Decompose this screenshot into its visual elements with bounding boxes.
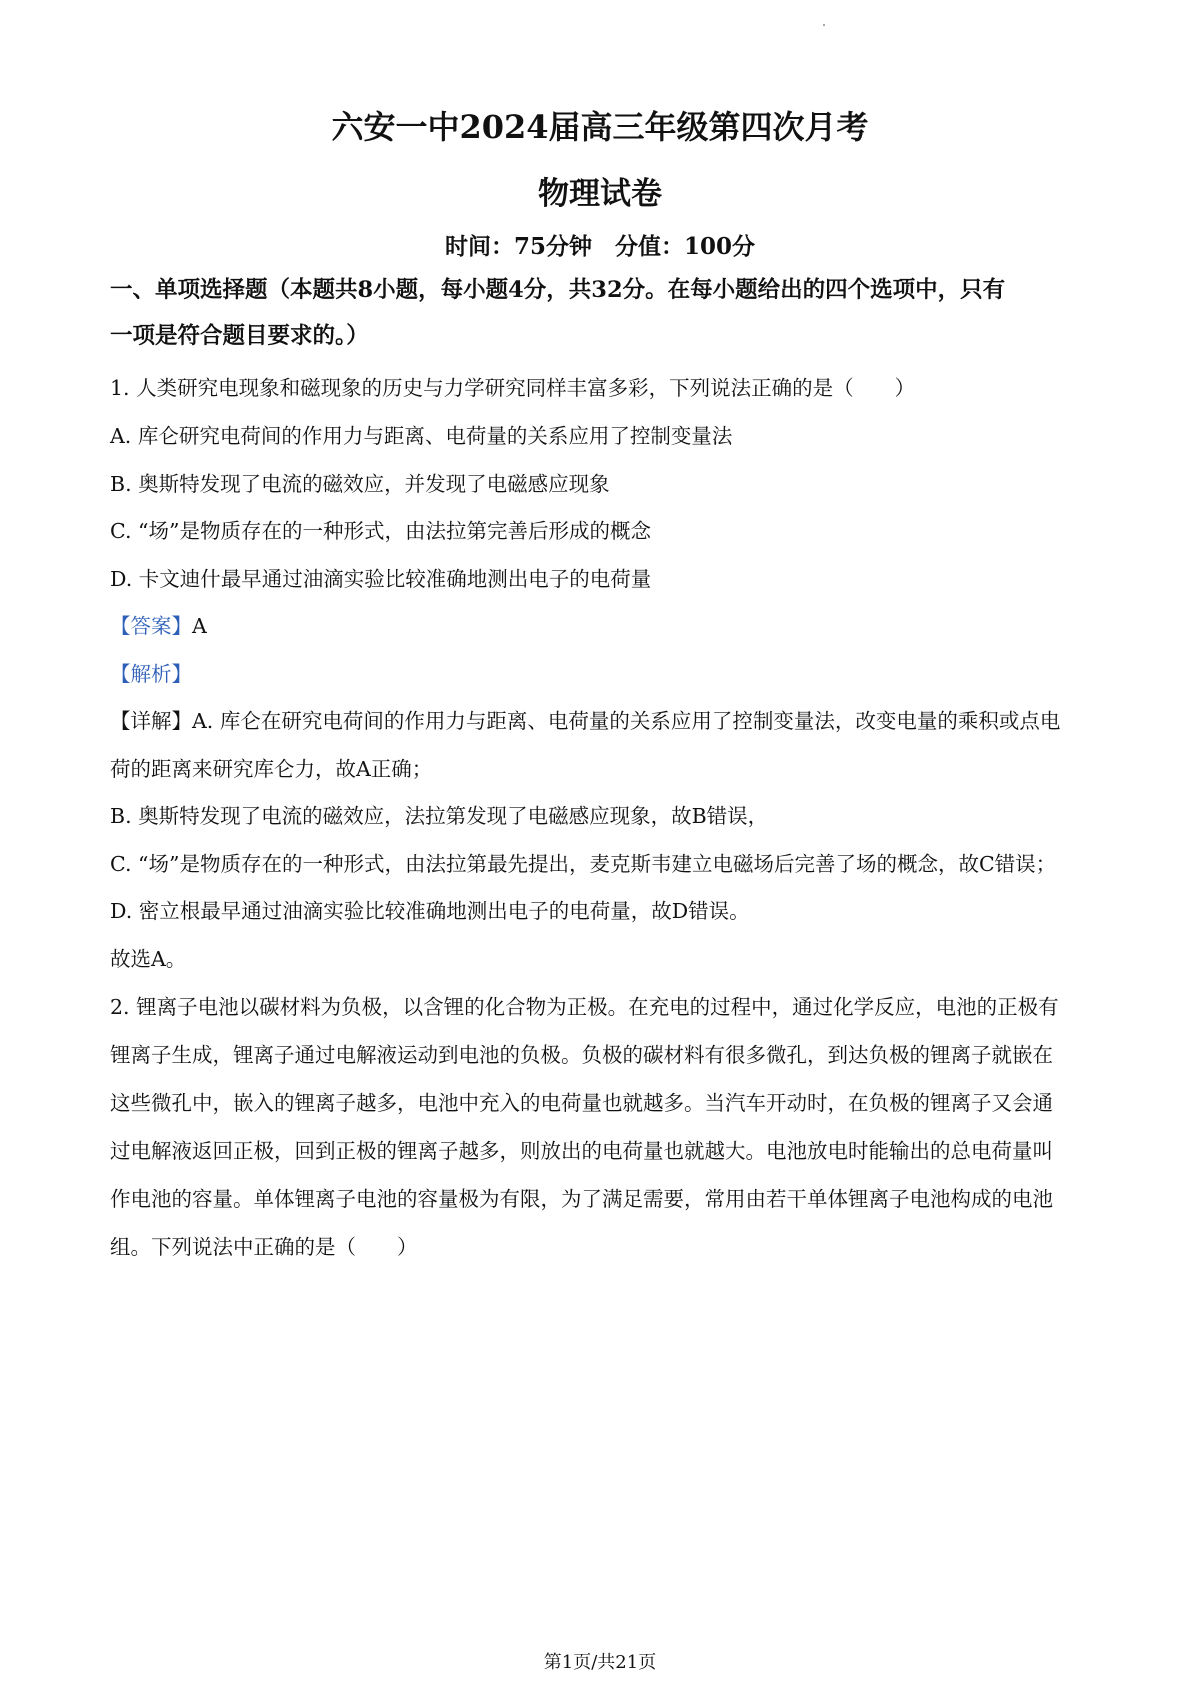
q2-line3: 这些微孔中，嵌入的锂离子越多，电池中充入的电荷量也就越多。当汽车开动时，在负极的锂离子又会通 xyxy=(110,1091,1053,1115)
q1-option-b: B. 奥斯特发现了电流的磁效应，并发现了电磁感应现象 xyxy=(110,472,610,496)
q2-line2: 锂离子生成，锂离子通过电解液运动到电池的负极。负极的碳材料有很多微孔，到达负极的锂离子就嵌在 xyxy=(110,1043,1053,1067)
q1-option-d: D. 卡文迪什最早通过油滴实验比较准确地测出电子的电荷量 xyxy=(110,567,652,591)
q1-stem: 1. 人类研究电现象和磁现象的历史与力学研究同样丰富多彩，下列说法正确的是（ ） xyxy=(110,376,916,400)
q1-answer xyxy=(110,609,207,639)
q1-option-c: C. “场”是物质存在的一种形式，由法拉第完善后形成的概念 xyxy=(110,519,651,543)
q1-detail-c: C. “场”是物质存在的一种形式，由法拉第最先提出，麦克斯韦建立电磁场后完善了场的概念，故C错误； xyxy=(110,852,1057,876)
q2-line5: 作电池的容量。单体锂离子电池的容量极为有限，为了满足需要，常用由若干单体锂离子电池构成的电池 xyxy=(110,1187,1053,1211)
q1-detail-line2: 荷的距离来研究库仑力，故A正确； xyxy=(110,757,433,781)
section-heading-line2: 一项是符合题目要求的。） xyxy=(110,323,369,349)
q1-conclusion: 故选A。 xyxy=(110,947,187,971)
q2-line1: 2. 锂离子电池以碳材料为负极，以含锂的化合物为正极。在充电的过程中，通过化学反应，电池的正极有 xyxy=(110,995,1059,1019)
q1-analysis-label: 【解析】 xyxy=(110,662,192,686)
exam-subject: 物理试卷 xyxy=(538,176,662,212)
page-number: 第1页/共21页 xyxy=(543,1652,657,1673)
answer-value: A xyxy=(192,614,207,638)
exam-meta: 时间：75分钟 分值：100分 xyxy=(444,233,756,260)
q1-option-a: A. 库仑研究电荷间的作用力与距离、电荷量的关系应用了控制变量法 xyxy=(110,424,733,448)
answer-label: 【答案】 xyxy=(110,614,192,638)
q2-line6: 组。下列说法中正确的是（ ） xyxy=(110,1235,418,1259)
exam-title: 六安一中2024届高三年级第四次月考 xyxy=(331,108,869,146)
scan-dot xyxy=(823,24,825,26)
q1-detail-b: B. 奥斯特发现了电流的磁效应，法拉第发现了电磁感应现象，故B错误， xyxy=(110,804,769,828)
q1-detail-d: D. 密立根最早通过油滴实验比较准确地测出电子的电荷量，故D错误。 xyxy=(110,899,750,923)
q1-detail-line1: 【详解】A. 库仑在研究电荷间的作用力与距离、电荷量的关系应用了控制变量法，改变电量的乘积或点电 xyxy=(110,709,1061,733)
section-heading-line1: 一、单项选择题（本题共8小题，每小题4分，共32分。在每小题给出的四个选项中，只有 xyxy=(110,277,1006,303)
q2-line4: 过电解液返回正极，回到正极的锂离子越多，则放出的电荷量也就越大。电池放电时能输出的总电荷量叫 xyxy=(110,1139,1053,1163)
